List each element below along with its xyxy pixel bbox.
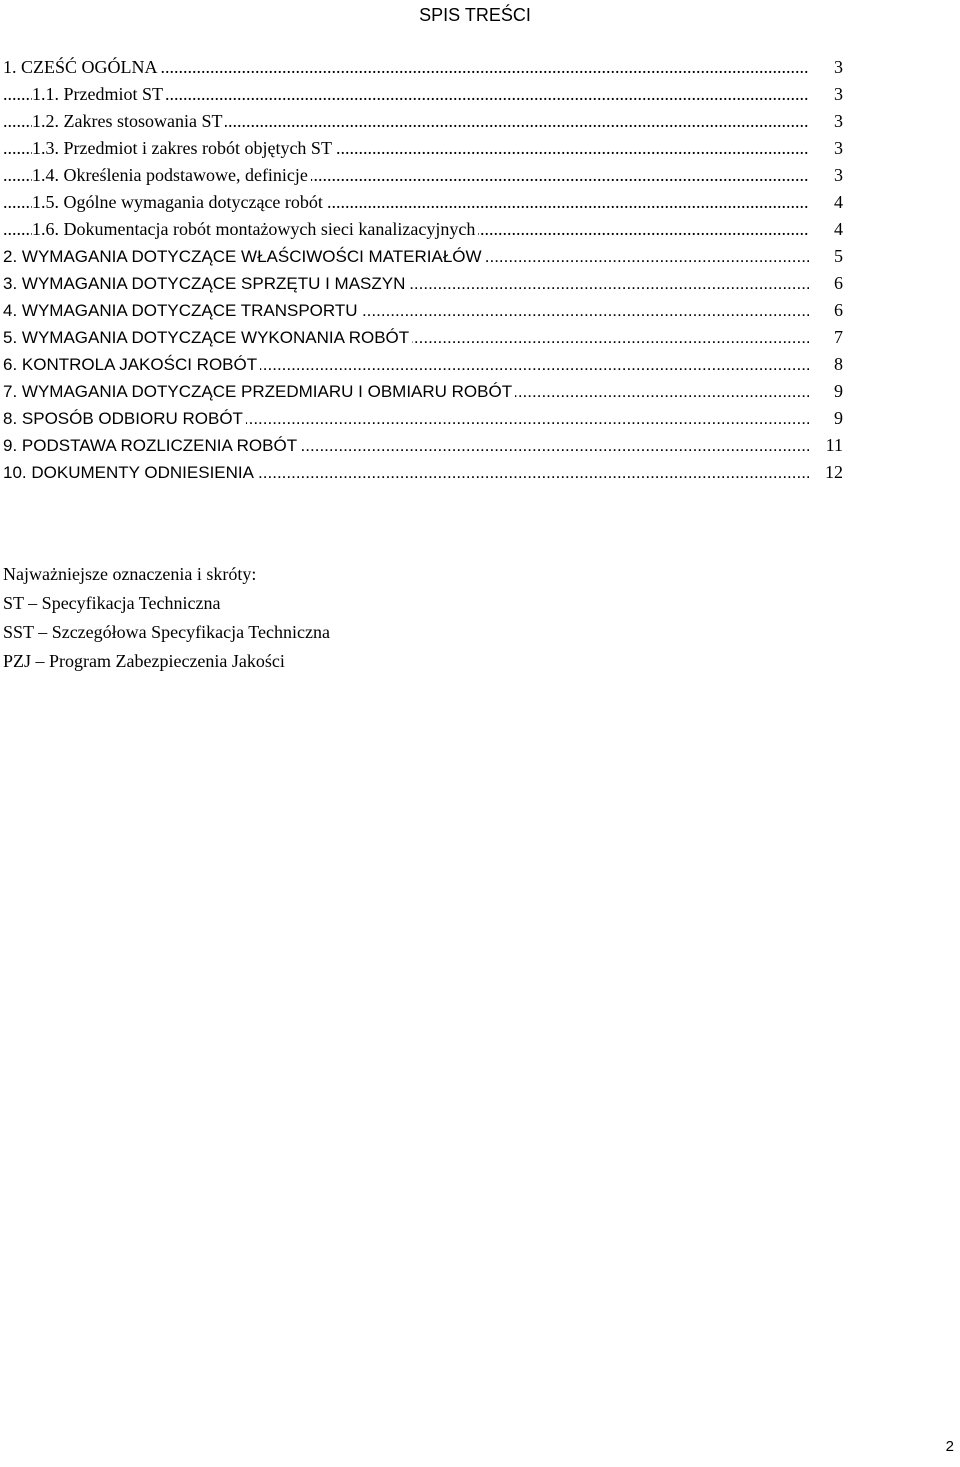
toc-entry[interactable] bbox=[3, 432, 843, 459]
page-title: SPIS TREŚCI bbox=[419, 5, 531, 25]
toc-entry-page: 9 bbox=[809, 378, 843, 405]
toc-entry-page: 4 bbox=[809, 216, 843, 243]
toc-entry-page: 3 bbox=[809, 135, 843, 162]
toc-entry-page: 3 bbox=[809, 108, 843, 135]
toc-entry[interactable] bbox=[3, 189, 843, 216]
toc-entry-label: 1.5. Ogólne wymagania dotyczące robót bbox=[32, 189, 326, 216]
toc-entry[interactable] bbox=[3, 459, 843, 486]
abbreviation-item: PZJ – Program Zabezpieczenia Jakości bbox=[3, 651, 285, 671]
toc-entry[interactable] bbox=[3, 297, 843, 324]
toc-entry[interactable] bbox=[3, 162, 843, 189]
toc-entry-page: 5 bbox=[809, 243, 843, 270]
toc-entry[interactable] bbox=[3, 108, 843, 135]
abbreviations-section bbox=[3, 560, 503, 676]
page-number: 2 bbox=[945, 1438, 954, 1455]
toc-entry-page: 12 bbox=[809, 459, 843, 486]
toc-entry-page: 9 bbox=[809, 405, 843, 432]
abbreviation-item: SST – Szczegółowa Specyfikacja Techniczna bbox=[3, 622, 330, 642]
toc-entry-page: 6 bbox=[809, 270, 843, 297]
toc-entry-label: 1.4. Określenia podstawowe, definicje bbox=[32, 162, 311, 189]
toc-entry-label: 6. KONTROLA JAKOŚCI ROBÓT bbox=[3, 351, 260, 378]
toc-entry-page: 4 bbox=[809, 189, 843, 216]
toc-entry-page: 11 bbox=[809, 432, 843, 459]
toc-entry-label: 7. WYMAGANIA DOTYCZĄCE PRZEDMIARU I OBMIARU ROBÓT bbox=[3, 378, 515, 405]
toc-entry-page: 6 bbox=[809, 297, 843, 324]
toc-entry-label: 4. WYMAGANIA DOTYCZĄCE TRANSPORTU bbox=[3, 297, 361, 324]
toc-entry-page: 8 bbox=[809, 351, 843, 378]
toc-entry[interactable] bbox=[3, 405, 843, 432]
toc-entry[interactable] bbox=[3, 81, 843, 108]
abbreviation-item: ST – Specyfikacja Techniczna bbox=[3, 593, 221, 613]
toc-entry[interactable] bbox=[3, 378, 843, 405]
toc-entry-label: 3. WYMAGANIA DOTYCZĄCE SPRZĘTU I MASZYN bbox=[3, 270, 408, 297]
toc-entry-label: 8. SPOSÓB ODBIORU ROBÓT bbox=[3, 405, 246, 432]
abbreviations-heading: Najważniejsze oznaczenia i skróty: bbox=[3, 564, 257, 584]
toc-entry[interactable] bbox=[3, 324, 843, 351]
toc-entry-page: 7 bbox=[809, 324, 843, 351]
toc-entry-label: 1.3. Przedmiot i zakres robót objętych ST bbox=[32, 135, 335, 162]
toc-entry[interactable] bbox=[3, 243, 843, 270]
toc-entry-label: 1.2. Zakres stosowania ST bbox=[32, 108, 225, 135]
toc-entry-page: 3 bbox=[809, 54, 843, 81]
toc-entry[interactable] bbox=[3, 54, 843, 81]
toc-entry-label: 2. WYMAGANIA DOTYCZĄCE WŁAŚCIWOŚCI MATERIAŁÓW bbox=[3, 243, 485, 270]
toc-entry-label: 1.6. Dokumentacja robót montażowych sieci kanalizacyjnych bbox=[32, 216, 478, 243]
toc-entry-label: 10. DOKUMENTY ODNIESIENIA bbox=[3, 459, 257, 486]
toc-entry-label: 1. CZEŚĆ OGÓLNA bbox=[3, 54, 161, 81]
toc-entry[interactable] bbox=[3, 135, 843, 162]
toc-entry[interactable] bbox=[3, 351, 843, 378]
toc-entry-page: 3 bbox=[809, 162, 843, 189]
toc-entry-label: 1.1. Przedmiot ST bbox=[32, 81, 166, 108]
toc-entry[interactable] bbox=[3, 216, 843, 243]
toc-entry-label: 9. PODSTAWA ROZLICZENIA ROBÓT bbox=[3, 432, 300, 459]
toc-entry[interactable] bbox=[3, 270, 843, 297]
toc-entry-label: 5. WYMAGANIA DOTYCZĄCE WYKONANIA ROBÓT bbox=[3, 324, 412, 351]
toc-entry-page: 3 bbox=[809, 81, 843, 108]
table-of-contents bbox=[3, 54, 843, 486]
